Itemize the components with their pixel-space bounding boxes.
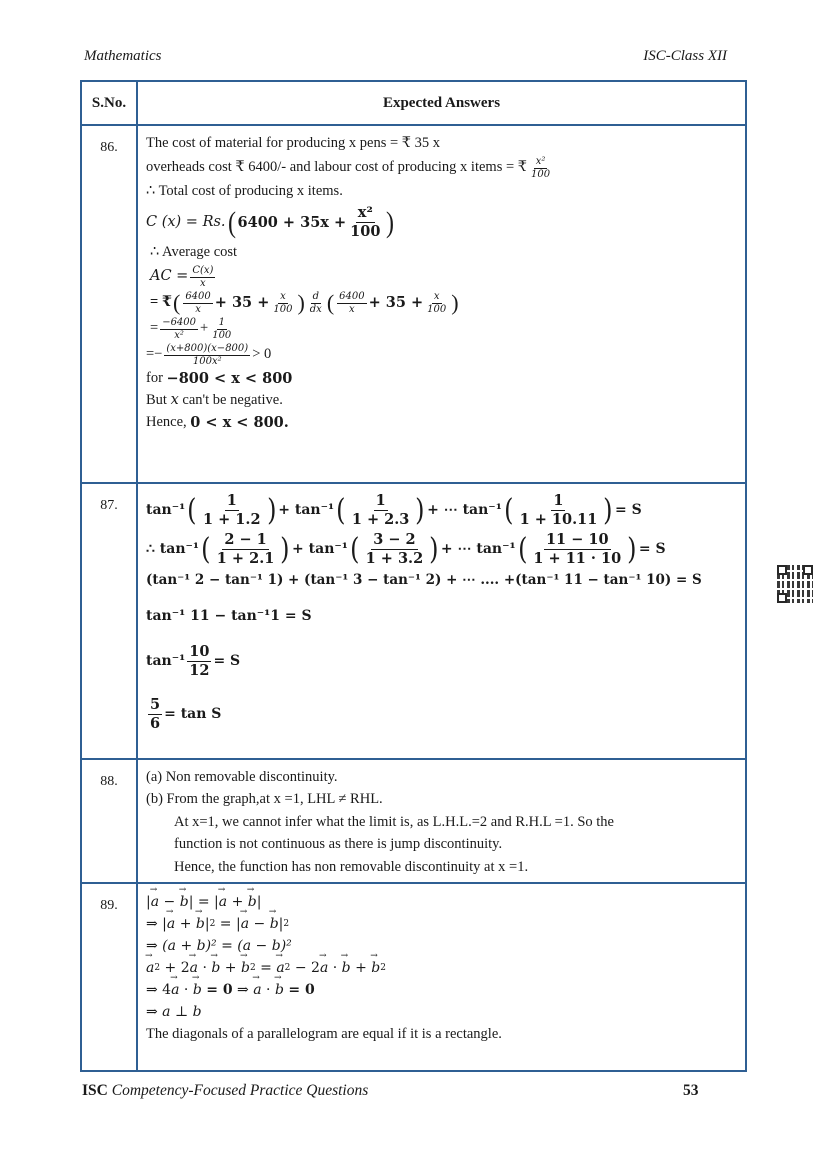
numerator: (x+800)(x−800)	[166, 343, 249, 355]
text: x	[170, 392, 179, 409]
text: for	[146, 370, 163, 387]
text: +	[278, 502, 290, 519]
line	[146, 369, 745, 389]
serial-number: 86.	[81, 125, 137, 483]
line: tan⁻¹ 11 − tan⁻¹1 = S	[146, 608, 312, 625]
line	[146, 531, 745, 568]
denominator: 1 + 11 · 10	[533, 550, 622, 568]
paren: (	[336, 492, 346, 528]
denominator: 12	[189, 661, 210, 679]
text: −800 < x < 800	[166, 370, 293, 388]
denominator: 1 + 10.11	[519, 511, 598, 529]
numerator: x	[280, 291, 286, 303]
fraction	[160, 317, 198, 341]
text: + 35 +	[368, 294, 424, 312]
numerator: x²	[535, 156, 546, 167]
fraction	[348, 204, 382, 241]
fraction	[271, 291, 294, 315]
text: = S	[615, 502, 642, 519]
text: + ⋯	[427, 502, 458, 519]
line: ∴ Average cost	[150, 244, 238, 261]
numerator: 2 − 1	[222, 531, 268, 550]
header-class: ISC-Class XII	[643, 48, 727, 64]
table-row	[81, 483, 746, 759]
paren: )	[297, 290, 305, 316]
line: (a) Non removable discontinuity.	[146, 769, 338, 785]
fraction	[518, 492, 600, 529]
numerator: x²	[356, 204, 375, 223]
text: AC =	[150, 268, 189, 285]
text: =−	[146, 346, 163, 363]
line	[146, 391, 745, 411]
numerator: 11 − 10	[544, 531, 611, 550]
footer-title	[82, 1082, 368, 1100]
numerator: 5	[148, 696, 162, 715]
line: ∴ Total cost of producing x items.	[146, 183, 343, 200]
line: The diagonals of a parallelogram are equal if it is a rectangle.	[146, 1025, 502, 1042]
numerator: x	[433, 291, 440, 303]
fraction	[210, 317, 233, 341]
text: can't be negative.	[182, 392, 283, 409]
line	[146, 317, 745, 341]
fraction	[364, 531, 426, 568]
text: +	[200, 320, 209, 337]
page-number: 53	[683, 1082, 699, 1099]
serial-number: 87.	[81, 483, 137, 759]
numerator: 1	[225, 492, 239, 511]
table-header-row	[81, 81, 746, 125]
text: But	[146, 392, 167, 409]
numerator: C(x)	[192, 265, 214, 277]
paren: )	[266, 492, 277, 528]
numerator: −6400	[162, 317, 197, 329]
denominator: 100x²	[192, 355, 222, 367]
denominator: x	[195, 303, 201, 315]
qr-code-icon	[777, 565, 813, 603]
tan-inverse: tan⁻¹	[146, 652, 186, 669]
line	[146, 343, 745, 367]
answer-88	[137, 759, 746, 883]
paren: )	[603, 492, 613, 528]
line	[146, 492, 745, 529]
numerator: d	[312, 291, 319, 303]
line: ⇒ a ⊥ b	[146, 1003, 202, 1020]
header-subject: Mathematics	[84, 48, 162, 64]
numerator: 1	[218, 317, 225, 329]
denominator: 1 + 1.2	[202, 511, 261, 529]
fraction	[201, 492, 263, 529]
line: (tan⁻¹ 2 − tan⁻¹ 1) + (tan⁻¹ 3 − tan⁻¹ 2) + ⋯ .... +(tan⁻¹ 11 − tan⁻¹ 10) = S	[146, 572, 702, 589]
denominator: 100	[350, 223, 381, 241]
fraction	[529, 156, 552, 180]
fraction	[350, 492, 412, 529]
denominator: x	[200, 277, 206, 289]
text: +	[292, 541, 304, 558]
numerator: 1	[374, 492, 388, 511]
paren: )	[429, 531, 439, 567]
paren: (	[326, 290, 335, 316]
denominator: 100	[212, 329, 232, 341]
paren: (	[504, 492, 514, 528]
text: C (x) = Rs.	[146, 213, 226, 230]
line: ⇒ | → a + → b | 2 = | → a − → b | 2	[146, 914, 745, 934]
serial-number: 88.	[81, 759, 137, 883]
fraction	[183, 291, 212, 315]
tan-inverse: tan⁻¹	[294, 502, 335, 519]
paren: (	[517, 531, 528, 567]
paren: )	[415, 492, 425, 528]
text: = S	[213, 652, 241, 669]
line	[146, 696, 745, 733]
line	[146, 204, 745, 241]
paren: )	[280, 531, 290, 567]
text: = tan S	[164, 705, 222, 722]
line: → a 2 + 2 → a · → b + → b 2 = → a 2 − 2 → a · → b + → b 2	[146, 958, 745, 978]
table-row	[81, 125, 746, 483]
answer-86	[137, 125, 746, 483]
tan-inverse: tan⁻¹	[146, 502, 186, 519]
footer-text: Competency-Focused Practice Questions	[111, 1082, 369, 1099]
fraction	[531, 531, 623, 568]
numerator: 6400	[185, 291, 211, 303]
denominator: 100	[427, 303, 447, 315]
fraction	[215, 531, 277, 568]
denominator: x	[349, 303, 355, 315]
denominator: 6	[150, 714, 161, 732]
text: + ⋯	[440, 541, 472, 558]
text: = S	[638, 541, 666, 558]
text: =	[150, 320, 159, 337]
therefore-symbol: ∴	[146, 541, 155, 558]
tan-inverse: tan⁻¹	[476, 541, 516, 558]
col-sno-header: S.No.	[81, 81, 137, 125]
footer-prefix: ISC	[82, 1082, 108, 1099]
numerator: 6400	[339, 291, 365, 303]
line: The cost of material for producing x pens = ₹ 35 x	[146, 135, 441, 152]
line: (b) From the graph,at x =1, LHL ≠ RHL.	[146, 791, 383, 808]
denominator: 1 + 2.3	[351, 511, 410, 529]
numerator: 3 − 2	[371, 531, 417, 550]
table-row	[81, 759, 746, 883]
fraction	[164, 343, 250, 367]
denominator: 100	[531, 168, 551, 180]
denominator: 1 + 3.2	[365, 550, 424, 568]
paren: (	[227, 205, 236, 239]
denominator: x²	[174, 329, 184, 341]
line	[146, 265, 745, 289]
line: Hence, the function has non removable discontinuity at x =1.	[174, 858, 529, 875]
line: function is not continuous as there is jump discontinuity.	[174, 836, 503, 853]
paren: )	[627, 531, 637, 567]
line: ⇒ (a + b)² = (a − b)²	[146, 937, 292, 954]
text: 0 < x < 800.	[190, 414, 289, 432]
text: 6400 + 35x +	[237, 213, 347, 231]
paren: (	[187, 492, 197, 528]
line	[146, 291, 745, 315]
text: overheads cost ₹ 6400/- and labour cost of producing x items = ₹	[146, 159, 527, 176]
text: = ₹	[150, 294, 172, 311]
table-row	[81, 883, 746, 1071]
line: | → a − → b | = | → a + → b |	[146, 892, 745, 912]
line	[146, 156, 745, 180]
answer-87	[137, 483, 746, 759]
text: > 0	[252, 346, 272, 363]
denominator: dx	[309, 303, 322, 315]
tan-inverse: tan⁻¹	[308, 541, 348, 558]
denominator: 1 + 2.1	[216, 550, 275, 568]
line	[146, 643, 745, 680]
paren: (	[201, 531, 211, 567]
numerator: 10	[187, 643, 211, 662]
fraction	[337, 291, 366, 315]
paren: )	[451, 290, 459, 316]
paren: (	[350, 531, 360, 567]
denominator: 100	[273, 303, 293, 315]
fraction	[148, 696, 162, 733]
fraction	[308, 291, 324, 315]
col-answers-header: Expected Answers	[137, 81, 746, 125]
line: At x=1, we cannot infer what the limit is, as L.H.L.=2 and R.H.L =1. So the	[174, 813, 614, 830]
answer-89	[137, 883, 746, 1071]
numerator: 1	[551, 492, 565, 511]
line: ⇒ 4 → a · → b = 0 ⇒ → a · → b = 0	[146, 980, 745, 1000]
text: Hence,	[146, 414, 187, 431]
fraction	[425, 291, 448, 315]
line	[146, 413, 745, 433]
paren: (	[172, 290, 181, 316]
tan-inverse: tan⁻¹	[159, 541, 200, 558]
answers-table	[80, 80, 747, 1072]
serial-number: 89.	[81, 883, 137, 1071]
paren: )	[386, 205, 395, 239]
fraction	[190, 265, 215, 289]
fraction	[187, 643, 211, 680]
text: + 35 +	[214, 294, 270, 312]
tan-inverse: tan⁻¹	[462, 502, 502, 519]
